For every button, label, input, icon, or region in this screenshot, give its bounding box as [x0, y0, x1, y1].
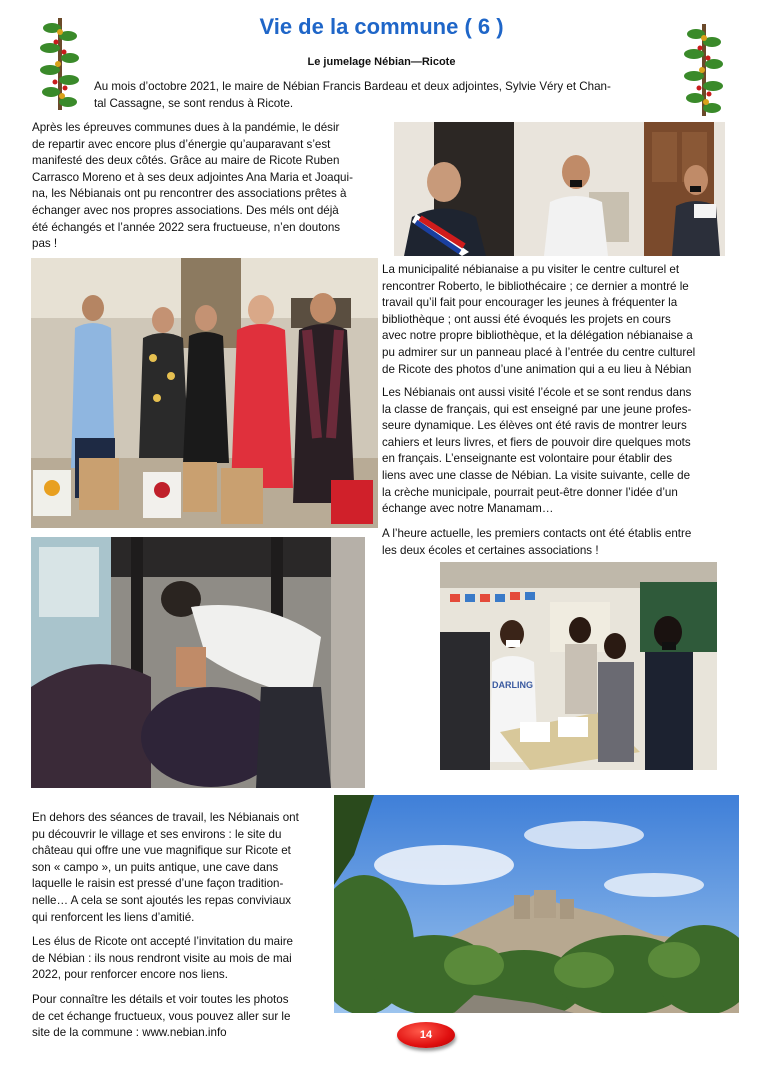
text-line: seure dynamique. Les élèves ont été ravis de montrer leurs	[382, 419, 687, 433]
text-line: Les Nébianais ont aussi visité l’école et se sont rendus dans	[382, 386, 692, 399]
text-line: de Ricote des photos d’une animation qui a eu lieu à Nébian	[382, 362, 692, 376]
text-line: échanger avec nos propres associations. Des méls ont déjà	[32, 203, 339, 217]
photo-wine-press	[31, 537, 365, 788]
text-line: de repartir avec encore plus d’énergie qu’auparavant s’est	[32, 137, 331, 151]
text-line: A l’heure actuelle, les premiers contacts ont été établis entre	[382, 527, 692, 540]
photo-group-awards	[31, 258, 378, 528]
text-line: site de la commune : www.nebian.info	[32, 1026, 227, 1040]
text-line: la classe de français, qui est enseigné par une jeune profes-	[382, 402, 692, 416]
text-line: été échangés et l’année 2022 sera fructueuse, n’en doutons	[32, 220, 341, 234]
article-subtitle: Le jumelage Nébian—Ricote	[307, 56, 456, 68]
text-line: Pour connaître les détails et voir toutes les photos	[32, 993, 289, 1006]
text-line: 2022, pour renforcer encore nos liens.	[32, 968, 228, 982]
paragraph-website	[32, 992, 332, 1042]
paragraph-contacts	[382, 526, 732, 559]
text-line: de Nébian : ils nous rendront visite au mois de mai	[32, 951, 292, 965]
paragraph-cultural-center	[382, 262, 732, 378]
paragraph-pandemic	[32, 120, 387, 253]
text-line: en français. L’enseignante est volontaire pour établir des	[382, 452, 673, 466]
text-line: la crèche municipale, pourrait peut-être donner l’idée d’un	[382, 485, 678, 499]
poster-sign-text: DARLING	[492, 680, 533, 690]
paragraph-school-visit	[382, 385, 732, 518]
page-number-badge: 14	[397, 1022, 455, 1048]
text-line: pu admirer sur un panneau placé à l’entrée du centre culturel	[382, 345, 696, 359]
text-line: les deux écoles et certaines associations !	[382, 543, 599, 557]
text-line: château qui offre une vue magnifique sur Ricote et	[32, 844, 291, 858]
text-line: qui renforcent les liens d’amitié.	[32, 910, 195, 924]
page-title: Vie de la commune ( 6 )	[259, 14, 504, 39]
text-line: son « campo », un puits antique, une cave dans	[32, 860, 279, 874]
text-line: cahiers et leurs livres, et fiers de pouvoir dire quelques mots	[382, 435, 691, 449]
text-line: laquelle le raisin est pressé d’une façon tradition-	[32, 877, 284, 891]
text-line: Carrasco Moreno et à ses deux adjointes Ana Maria et Joaqui-	[32, 170, 353, 184]
text-line: avec notre propre bibliothèque, et la délégation nébianaise a	[382, 329, 693, 343]
text-line: Au mois d’octobre 2021, le maire de Nébian Francis Bardeau et deux adjointes, Sylvie Véry et Chan-	[94, 80, 611, 93]
text-line: manifesté des deux côtés. Grâce au maire de Ricote Ruben	[32, 154, 340, 168]
photo-castle-landscape	[334, 795, 739, 1013]
intro-paragraph	[94, 79, 674, 112]
photo-officials-meeting	[394, 122, 725, 256]
text-line: Après les épreuves communes dues à la pandémie, le désir	[32, 121, 340, 134]
text-line: bibliothèque ; ont aussi été évoqués les projets en cours	[382, 312, 671, 326]
text-line: tal Cassagne, se sont rendus à Ricote.	[94, 96, 294, 110]
photo-classroom	[440, 562, 717, 770]
text-line: de cet échange fructueux, vous pouvez aller sur le	[32, 1009, 291, 1023]
text-line: La municipalité nébianaise a pu visiter le centre culturel et	[382, 263, 680, 276]
paragraph-village-tour	[32, 810, 332, 926]
text-line: na, les Nébianais ont pu rencontrer des associations prêtes à	[32, 187, 347, 201]
text-line: rencontrer Roberto, le bibliothécaire ; ce dernier a montré le	[382, 279, 689, 293]
text-line: travail qu’il fait pour encourager les jeunes à fréquenter la	[382, 296, 678, 310]
text-line: pas !	[32, 237, 58, 251]
text-line: échange avec notre Manamam…	[382, 502, 554, 516]
text-line: pu découvrir le village et ses environs : le site du	[32, 827, 282, 841]
text-line: Les élus de Ricote ont accepté l’invitation du maire	[32, 935, 294, 948]
text-line: En dehors des séances de travail, les Nébianais ont	[32, 811, 299, 824]
text-line: liens avec une classe de Nébian. La visite suivante, celle de	[382, 468, 691, 482]
paragraph-invitation	[32, 934, 332, 984]
text-line: nelle… A cela se sont ajoutés les repas conviviaux	[32, 893, 292, 907]
